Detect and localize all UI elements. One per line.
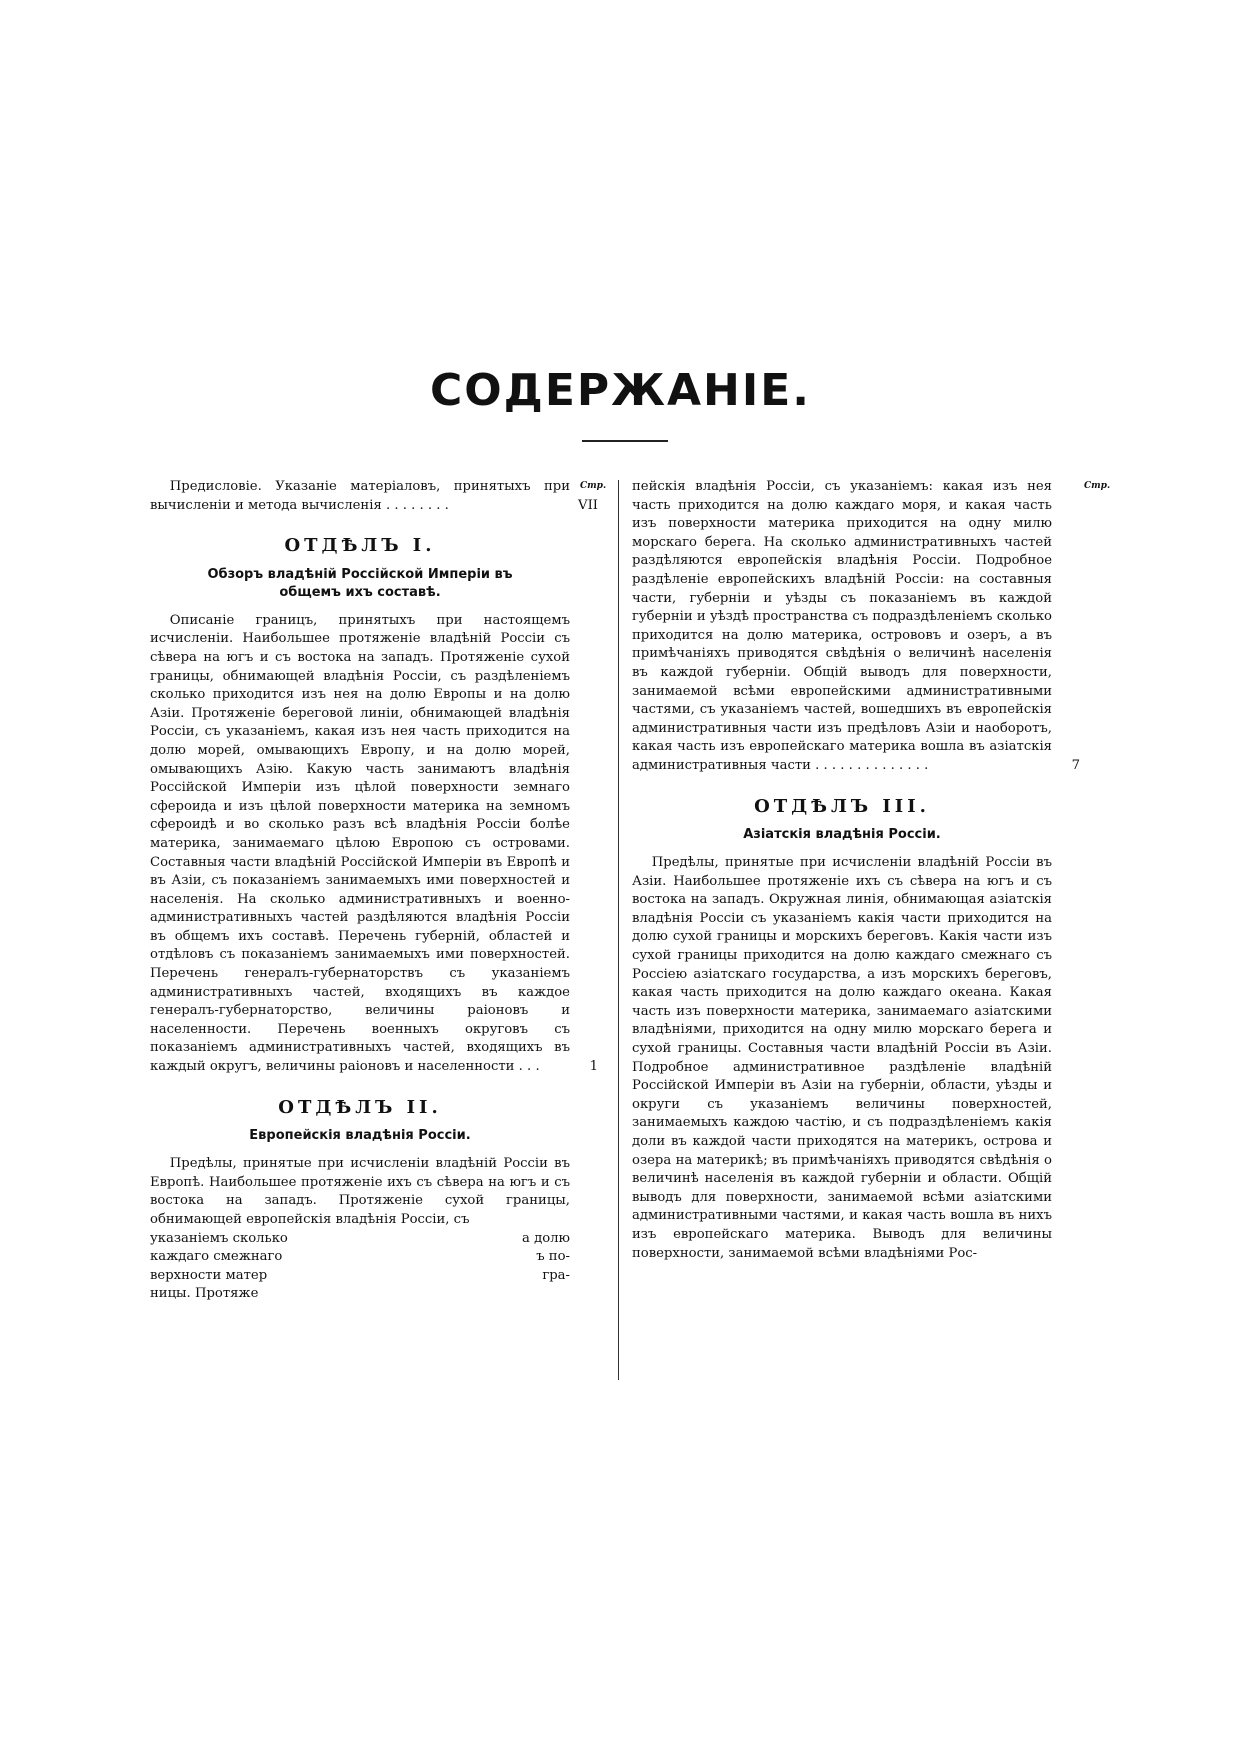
title-rule bbox=[582, 440, 668, 442]
toc-entry-text: Предисловіе. Указаніе матеріаловъ, принятыхъ при вычисленіи и метода вычисленія bbox=[150, 479, 570, 513]
right-column bbox=[632, 478, 1080, 1263]
truncated-row: указаніемъ сколько а долю bbox=[150, 1230, 570, 1246]
toc-entry-section-2 bbox=[150, 1155, 570, 1229]
section-heading-2: ОТДѢЛЪ II. bbox=[278, 1096, 442, 1118]
section-subtitle-1: Обзоръ владѣній Россійской Имперіи въ общемъ ихъ составѣ. bbox=[207, 566, 513, 600]
page-title: СОДЕРЖАНІЕ. bbox=[429, 365, 812, 416]
truncated-row: верхности матер гра- bbox=[150, 1267, 570, 1283]
truncated-text-block bbox=[150, 1230, 570, 1304]
toc-entry-text: пейскія владѣнія Россіи, съ указаніемъ: какая изъ нея часть приходится на долю каждаго моря, и какая часть изъ поверхности материка приходится на одну милю морскаго берега. На сколько административныхъ частей раздѣляются европейскія владѣнія Россіи. Подробное раздѣленіе европейскихъ владѣній Россіи: на составныя части, губерніи и уѣзды съ показаніемъ въ каждой губерніи и уѣздѣ пространства съ подраздѣленіемъ сколько приходится на долю материка, острововъ и озеръ, а въ примѣчаніяхъ приводятся свѣдѣнія о величинѣ населенія въ каждой губерніи. Общій выводъ для поверхности, занимаемой всѣми европейскими административными частями, съ указаніемъ частей, вошедшихъ въ европейскія административныя части изъ предѣловъ Азіи и наоборотъ, какая часть изъ европейскаго материка вошла въ азіатскія административныя части bbox=[632, 479, 1052, 773]
page-column-label-right: Стр. bbox=[1084, 481, 1111, 491]
left-column bbox=[150, 478, 598, 1304]
toc-entry-text: Предѣлы, принятые при исчисленіи владѣній Россіи въ Европѣ. Наибольшее протяженіе ихъ съ сѣвера на югъ и съ востока на западъ. Протяженіе сухой границы, обнимающей европейскія владѣнія Россіи, съ bbox=[150, 1156, 570, 1227]
toc-entry-text: Предѣлы, принятые при исчисленіи владѣній Россіи въ Азіи. Наибольшее протяженіе ихъ съ сѣвера на югъ и съ востока на западъ. Окружная линія, обнимающая азіатскія владѣнія Россіи съ указаніемъ какія части приходится на долю сухой границы и морскихъ береговъ. Какія части изъ сухой границы приходится на долю каждаго смежнаго съ Россіею азіатскаго государства, а изъ морскихъ береговъ, какая часть приходится на долю каждаго океана. Какая часть изъ поверхности материка, занимаемаго азіатскими владѣніями, приходится на одну милю морскаго берега и сухой границы. Составныя части владѣній Россіи въ Азіи. Подробное административное раздѣленіе владѣній Россійской Имперіи въ Азіи на губерніи, области, уѣзды и округи съ указаніемъ величины поверхностей, занимаемыхъ каждою частію, и съ подраздѣленіемъ какія доли въ каждой части приходятся на материкъ, острова и озера на материкѣ; въ примѣчаніяхъ приводятся свѣдѣнія о величинѣ населенія въ каждой губерніи и области. Общій выводъ для поверхности, занимаемой всѣми азіатскими административными частями, и какая часть вошла въ нихъ изъ европейскаго материка. Выводъ для величины поверхности, занимаемой всѣми владѣніями Рос- bbox=[632, 855, 1052, 1261]
section-heading-1: ОТДѢЛЪ I. bbox=[284, 535, 436, 557]
section-subtitle-3: Азіатскія владѣнія Россіи. bbox=[743, 827, 941, 843]
section-heading-3: ОТДѢЛЪ III. bbox=[754, 795, 930, 817]
toc-page-number: 1 bbox=[589, 1059, 598, 1075]
toc-page-number: 7 bbox=[1071, 757, 1080, 773]
toc-entry-section-3 bbox=[632, 854, 1052, 1263]
toc-entry-text: Описаніе границъ, принятыхъ при настоящемъ исчисленіи. Наибольшее протяженіе владѣній Россіи съ сѣвера на югъ и съ востока на западъ. Протяженіе сухой границы, обнимающей владѣнія Россіи, съ раздѣленіемъ сколько приходится изъ нея на долю Европы и на долю Азіи. Протяженіе береговой линіи, обнимающей владѣнія Россіи, съ указаніемъ, какая изъ нея часть приходится на долю морей, омывающихъ Европу, и на долю морей, омывающихъ Азію. Какую часть занимаютъ владѣнія Россійской Имперіи изъ цѣлой поверхности земнаго сфероида и изъ цѣлой поверхности материка на земномъ сфероидѣ и во сколько разъ всѣ владѣнія Россіи болѣе материка, занимаемаго цѣлою Европою съ островами. Составныя части владѣній Россійской Имперіи въ Европѣ и въ Азіи, съ показаніемъ занимаемыхъ ими поверхностей и населенія. На сколько административныхъ и военно-административныхъ частей раздѣляются владѣнія Россіи въ общемъ ихъ составѣ. Перечень губерній, областей и отдѣловъ съ показаніемъ занимаемыхъ ими поверхностей. Перечень генералъ-губернаторствъ съ указаніемъ административныхъ частей, входящихъ въ каждое генералъ-губернаторство, величины раіоновъ и населенности. Перечень военныхъ округовъ съ показаніемъ административныхъ частей, входящихъ въ каждый округъ, величины раіоновъ и населенности bbox=[150, 612, 570, 1075]
truncated-row: каждаго смежнаго ъ по- bbox=[150, 1249, 570, 1265]
truncated-row: ницы. Протяже bbox=[150, 1286, 259, 1302]
toc-entry-continuation: пейскія владѣнія Россіи, съ указаніемъ: какая изъ нея часть приходится на долю каждаго моря, и какая часть изъ поверхности материка приходится на одну милю морскаго берега. На сколько административныхъ частей раздѣляются европейскія владѣнія Россіи. Подробное раздѣленіе европейскихъ владѣній Россіи: на составныя части, губерніи и уѣзды съ показаніемъ въ каждой губерніи и уѣздѣ пространства съ подраздѣленіемъ сколько приходится на долю материка, острововъ и озеръ, а въ примѣчаніяхъ приводятся свѣдѣнія о величинѣ населенія въ каждой губерніи. Общій выводъ для поверхности, занимаемой всѣми европейскими административными частями, съ указаніемъ частей, вошедшихъ въ европейскія административныя части изъ предѣловъ Азіи и наоборотъ, какая часть изъ европейскаго материка вошла въ азіатскія административныя части . . . . . . . . . . . . . . 7 bbox=[632, 478, 1052, 776]
toc-page-number: VII bbox=[578, 497, 598, 513]
toc-entry-preface: Предисловіе. Указаніе матеріаловъ, принятыхъ при вычисленіи и метода вычисленія . . . . . . . . VII bbox=[150, 478, 570, 515]
column-divider bbox=[618, 480, 619, 1380]
page-column-label-left: Стр. bbox=[580, 481, 607, 491]
toc-entry-section-1: Описаніе границъ, принятыхъ при настоящемъ исчисленіи. Наибольшее протяженіе владѣній Россіи съ сѣвера на югъ и съ востока на западъ. Протяженіе сухой границы, обнимающей владѣнія Россіи, съ раздѣленіемъ сколько приходится изъ нея на долю Европы и на долю Азіи. Протяженіе береговой линіи, обнимающей владѣнія Россіи, съ указаніемъ, какая изъ нея часть приходится на долю морей, омывающихъ Европу, и на долю морей, омывающихъ Азію. Какую часть занимаютъ владѣнія Россійской Имперіи изъ цѣлой поверхности земнаго сфероида и изъ цѣлой поверхности материка на земномъ сфероидѣ и во сколько разъ всѣ владѣнія Россіи болѣе материка, занимаемаго цѣлою Европою съ островами. Составныя части владѣній Россійской Имперіи въ Европѣ и въ Азіи, съ показаніемъ занимаемыхъ ими поверхностей и населенія. На сколько административныхъ и военно-административныхъ частей раздѣляются владѣнія Россіи въ общемъ ихъ составѣ. Перечень губерній, областей и отдѣловъ съ показаніемъ занимаемыхъ ими поверхностей. Перечень генералъ-губернаторствъ съ указаніемъ административныхъ частей, входящихъ въ каждое генералъ-губернаторство, величины раіоновъ и населенности. Перечень военныхъ округовъ съ показаніемъ административныхъ частей, входящихъ въ каждый округъ, величины раіоновъ и населенности . . . 1 bbox=[150, 612, 570, 1077]
section-subtitle-2: Европейскія владѣнія Россіи. bbox=[249, 1128, 471, 1144]
